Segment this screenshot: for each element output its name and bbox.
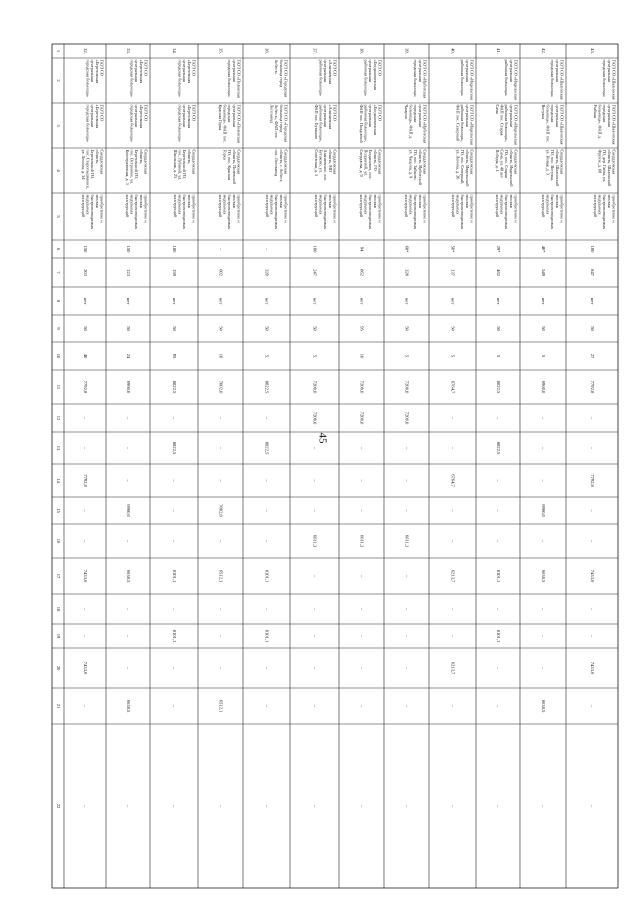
table-cell-c18: –	[264, 607, 270, 611]
table-cell-c8: нет	[171, 297, 177, 305]
table-cell-type: приобретение имонтажбыстровозводимыхмодульныхконструкций	[404, 194, 428, 229]
table-cell-c8: нет	[540, 297, 546, 305]
table-cell-c20: –	[540, 666, 546, 670]
table-cell-no: 35.	[218, 48, 224, 54]
table-cell-c12: –	[125, 416, 131, 420]
table-cell-c17: 8101,1	[171, 569, 177, 583]
column-header-6: 6	[55, 247, 61, 251]
table-cell-c17: 6638,5	[125, 569, 131, 583]
table-cell-c15: –	[82, 509, 88, 512]
table-cell-c16: –	[82, 539, 88, 543]
table-cell-type: приобретение имонтажбыстровозводимыхмодульныхконструкций	[125, 194, 149, 229]
column-header-21: 21	[55, 703, 61, 709]
table-cell-c11: 7200,0	[359, 380, 365, 394]
table-cell-c9: 50	[171, 326, 177, 331]
table-cell-c10: 95	[171, 353, 177, 359]
table-cell-c9: 50	[264, 326, 270, 331]
table-cell-c12: –	[171, 416, 177, 420]
table-cell-type: приобретение имонтажбыстровозводимыхмодульныхконструкций	[314, 194, 338, 229]
table-cell-c7: 203	[82, 269, 88, 276]
table-cell-c21: –	[495, 704, 501, 708]
table-cell-obj: ГАУЗ СО«Богдановичскаяцентральнаярайонная больница»,ФАП пос. Полдневой	[359, 104, 383, 143]
table-cell-c19: –	[589, 634, 595, 638]
table-cell-c21: 6638,5	[125, 699, 131, 713]
table-cell-c9: 50	[495, 326, 501, 331]
table-cell-c22: –	[82, 804, 88, 808]
table-cell-no: 34.	[171, 48, 177, 54]
table-cell-c7: 320	[264, 269, 270, 276]
table-cell-c11: 6960,0	[540, 380, 546, 394]
table-cell-c17: 7433,6	[589, 569, 595, 583]
column-header-20: 20	[55, 665, 61, 671]
table-cell-org: ГАУЗ СО«Богдановичскаяцентральнаярайонная больница»	[363, 59, 383, 96]
table-cell-type: приобретение имонтажбыстровозводимыхмодульныхконструкций	[593, 194, 617, 229]
table-cell-c19: –	[82, 634, 88, 638]
table-cell-c12: –	[82, 416, 88, 420]
column-header-12: 12	[55, 415, 61, 421]
table-cell-c6: 150	[82, 245, 88, 253]
column-header-15: 15	[55, 508, 61, 513]
table-cell-c14: 7792,8	[82, 474, 88, 487]
table-cell-addr: Свердловскаяобласть,Березовский ГО,пос. Островное, ул.Кооперативная, д. 3	[125, 149, 149, 185]
table-cell-c19: 8101,1	[171, 629, 177, 643]
table-cell-obj: ГАУЗ СО«Алапаевскаяцентральнаярайонная больница»,ФАП пос. Бутаково	[314, 104, 338, 142]
table-cell-c13: –	[312, 446, 318, 450]
table-cell-c6: 50*	[450, 245, 456, 253]
table-cell-c14: –	[264, 479, 270, 482]
table-cell-c21: –	[450, 704, 456, 708]
table-cell-c6: –	[264, 247, 270, 251]
table-cell-c16: –	[589, 539, 595, 543]
table-cell-c21: 6512,1	[218, 699, 224, 713]
table-cell-c12: –	[495, 416, 501, 420]
table-cell-c14: 6764,7	[450, 474, 456, 487]
table-cell-c12: –	[450, 416, 456, 420]
column-header-14: 14	[55, 478, 61, 483]
table-cell-c13: –	[359, 446, 365, 450]
table-cell-no: 39.	[404, 48, 410, 54]
table-cell-c8: нет	[264, 297, 270, 305]
table-cell-c18: –	[312, 607, 318, 611]
table-cell-c10: 5	[404, 354, 410, 358]
table-cell-c13: 8822,5	[171, 441, 177, 455]
table-cell-c10: 27	[589, 353, 595, 359]
table-cell-c12: 7200,0	[359, 411, 365, 425]
table-cell-type: приобретение имонтажбыстровозводимыхмодульныхконструкций	[218, 194, 242, 229]
table-cell-c21: –	[171, 704, 177, 708]
table-cell-org: ГАУЗ СО «Городскаябольница городАсбест»	[274, 59, 289, 98]
table-cell-c20: 7433,6	[82, 661, 88, 675]
table-cell-c20: –	[218, 666, 224, 670]
table-cell-c12: –	[264, 416, 270, 420]
table-cell-type: приобретение имонтажбыстровозводимыхмодульныхконструкций	[359, 194, 383, 229]
table-cell-c10: 10	[359, 353, 365, 359]
table-cell-c6: 100	[589, 245, 595, 253]
table-cell-c20: –	[312, 666, 318, 670]
table-cell-org: ГАУЗ СО «Ирбитскаяцентральнаягородская больница»	[413, 59, 428, 99]
table-cell-type: приобретение имонтажбыстровозводимыхмодульныхконструкций	[541, 194, 565, 229]
table-cell-c11: 6960,0	[125, 380, 131, 394]
table-cell-c14: –	[540, 479, 546, 482]
table-cell-c10: 40	[82, 353, 88, 359]
table-cell-c16: 6611,3	[404, 534, 410, 548]
table-cell-c13: –	[540, 446, 546, 450]
table-cell-c16: –	[171, 539, 177, 543]
table-cell-obj: ГАУЗ СО «Ивдельскаяцентральнаярайонная больница»,ФАП пос. СтараяСама	[495, 104, 519, 145]
table-cell-c10: 5	[540, 354, 546, 358]
table-cell-c12: –	[589, 416, 595, 420]
table-cell-c9: 50	[450, 326, 456, 331]
table-cell-c15: –	[359, 509, 365, 512]
table-cell-c7: 247	[312, 269, 318, 276]
table-cell-type: приобретение имонтажбыстровозводимыхмодульныхконструкций	[265, 194, 289, 229]
table-cell-c10: 5	[450, 354, 456, 358]
table-cell-c17: 7433,6	[82, 569, 88, 583]
table-cell-c18: –	[495, 607, 501, 611]
column-header-10: 10	[55, 353, 61, 359]
table-cell-c17: –	[359, 574, 365, 578]
table-cell-c10: 10	[218, 353, 224, 359]
table-cell-c8: нет	[125, 297, 131, 305]
table-cell-c18: –	[450, 607, 456, 611]
table-cell-c10: 5	[264, 354, 270, 358]
table-cell-c7: 328	[404, 269, 410, 276]
table-cell-c12: –	[540, 416, 546, 420]
table-cell-c7: 462	[495, 269, 501, 276]
table-cell-c15: –	[450, 509, 456, 512]
column-header-7: 7	[55, 271, 61, 274]
table-cell-c15: –	[171, 509, 177, 512]
table-cell-no: 33.	[125, 48, 131, 54]
column-header-16: 16	[55, 538, 61, 544]
table-cell-c11: 7792,8	[82, 380, 88, 394]
table-cell-c10: 5	[495, 354, 501, 358]
table-cell-c15: –	[264, 509, 270, 512]
table-cell-c16: –	[264, 539, 270, 543]
table-cell-c19: 8101,1	[264, 629, 270, 643]
table-cell-obj: ГАУЗ СО «Ирбитскаяцентральнаягородскаябольница», ФАП д.Чащина	[404, 104, 428, 144]
table-cell-c14: –	[495, 479, 501, 482]
table-cell-c13: –	[125, 446, 131, 450]
table-cell-c14: –	[125, 479, 131, 482]
table-cell-c20: –	[125, 666, 131, 670]
table-cell-c18: –	[540, 607, 546, 611]
table-cell-c13: –	[404, 446, 410, 450]
table-cell-c8: нет	[218, 297, 224, 305]
table-cell-org: ГАУЗ СО«Алапаевскаяцентральнаярайонная больница»	[318, 59, 338, 96]
table-cell-c19: –	[359, 634, 365, 638]
table-cell-c8: нет	[359, 297, 365, 305]
table-cell-c13: 8822,5	[495, 441, 501, 455]
table-cell-c11: 7200,0	[404, 380, 410, 394]
table-cell-c7: 847	[589, 269, 595, 276]
table-cell-c19: –	[312, 634, 318, 638]
column-header-9: 9	[55, 327, 61, 330]
table-cell-addr: Свердловскаяобласть,Березовский ГО,пос. Старопышминск,ул. Ленина, д. 34	[81, 149, 105, 189]
table-cell-c22: –	[540, 804, 546, 808]
table-cell-obj: ГАУЗ СО «Городскаябольница городАсбест», ФАП пос.Лесозавод	[269, 104, 289, 143]
table-cell-c8: нет	[404, 297, 410, 305]
table-cell-c20: –	[264, 666, 270, 670]
table-cell-c11: 6764,7	[450, 380, 456, 394]
table-cell-c9: 50	[540, 326, 546, 331]
column-header-13: 13	[55, 445, 61, 451]
table-cell-addr: Свердловскаяобласть,Березовский ГО,пос. Лубяной, ул.Школьная, д. 23	[173, 149, 197, 181]
table-cell-c14: –	[312, 479, 318, 482]
table-cell-org: ГАУЗ СО«Березовскаяцентральнаягородская больница»	[177, 59, 197, 97]
table-cell-c17: 8101,1	[495, 569, 501, 583]
table-cell-obj: ГАУЗ СО «Полевскаяцентральнаягородскаябольница», ФАП пос.Красная Горка	[218, 104, 242, 143]
table-cell-c8: нет	[82, 297, 88, 305]
table-cell-c21: –	[264, 704, 270, 708]
table-cell-type: приобретение имонтажбыстровозводимыхмодульныхконструкций	[173, 194, 197, 229]
table-cell-c19: –	[540, 634, 546, 638]
table-cell-c18: –	[359, 607, 365, 611]
table-cell-org: ГАУЗ СО «Шалинскаяцентральнаягородская больница»	[602, 59, 617, 100]
table-cell-c18: –	[82, 607, 88, 611]
table-cell-c13: –	[82, 446, 88, 450]
table-cell-c9: 50	[589, 326, 595, 331]
table-cell-addr: Свердловскаяобласть, МОАлапаевское, пос.Бутаково, ул.Советская, д. 5	[314, 149, 338, 182]
table-cell-c19: –	[218, 634, 224, 638]
column-header-11: 11	[55, 384, 61, 390]
table-cell-c11: 8822,5	[264, 380, 270, 394]
table-cell-no: 38.	[359, 48, 365, 54]
column-header-2: 2	[55, 79, 61, 82]
table-cell-addr: Свердловскаяобласть, ИвдельскийГО, пос. Северный,ул. Ленина, д. 26	[455, 149, 475, 187]
table-cell-no: 37.	[312, 48, 318, 54]
table-cell-c6: 68*	[404, 245, 410, 253]
table-cell-c19: –	[125, 634, 131, 638]
table-cell-c15: –	[404, 509, 410, 512]
table-cell-c19: –	[404, 634, 410, 638]
column-header-17: 17	[55, 573, 61, 579]
table-cell-obj: ГАУЗ СО «Шалинскаяцентральнаягородскаябольница», ФАП пос.Вогулка	[541, 104, 565, 145]
table-cell-c20: 6213,7	[450, 661, 456, 675]
table-cell-addr: Свердловскаяобласть, ИрбитскийГО, пос. Зайково,ул. Чащина, д. 9	[408, 149, 428, 186]
table-cell-org: ГАУЗ СО «Шалинскаяцентральнаягородская больница»	[550, 59, 565, 100]
table-cell-c14: –	[218, 479, 224, 482]
column-header-5: 5	[55, 215, 61, 218]
table-cell-c15: –	[495, 509, 501, 512]
table-cell-org: ГАУЗ СО «Ивдельскаяцентральнаярайонная больница»	[504, 59, 519, 100]
table-cell-c21: –	[404, 704, 410, 708]
column-header-22: 22	[55, 803, 61, 809]
table-cell-c6: –	[218, 247, 224, 251]
table-cell-c6: 29*	[495, 245, 501, 253]
table-cell-obj: ГАУЗ СО«Березовскаяцентральнаягородская больница»	[129, 104, 149, 142]
table-cell-c14: –	[171, 479, 177, 482]
table-cell-addr: Свердловскаяобласть, г. Асбест,пос. Лесозавод	[274, 149, 289, 182]
table-cell-no: 32.	[82, 48, 88, 54]
table-cell-c14: –	[359, 479, 365, 482]
table-cell-c11: 8822,5	[495, 380, 501, 394]
table-cell-c8: нет	[450, 297, 456, 305]
table-cell-c9: 50	[312, 326, 318, 331]
table-cell-type: приобретение имонтажбыстровозводимыхмодульныхконструкций	[451, 194, 475, 229]
table-cell-c20: –	[404, 666, 410, 670]
table-cell-c6: 150	[125, 245, 131, 253]
column-header-18: 18	[55, 606, 61, 612]
table-cell-c13: 8822,5	[264, 441, 270, 455]
table-cell-c7: 123	[125, 269, 131, 276]
page-number: 45	[316, 432, 329, 444]
table-cell-c12: –	[218, 416, 224, 420]
table-cell-c22: –	[450, 804, 456, 808]
table-cell-c16: –	[125, 539, 131, 543]
table-cell-c20: –	[495, 666, 501, 670]
table-cell-c21: –	[359, 704, 365, 708]
table-cell-addr: Свердловскаяобласть, ИвдельскийГО, пос. СтараяСама, ул. 40 летПобеды, д. 1	[495, 149, 519, 187]
table-cell-c18: –	[404, 607, 410, 611]
table-cell-c16: –	[495, 539, 501, 543]
table-cell-c16: –	[450, 539, 456, 543]
table-cell-c17: –	[404, 574, 410, 578]
table-cell-c9: 50	[218, 326, 224, 331]
table-cell-obj: ГАУЗ СО «Шалинскаяцентральнаягородскаябольница», ФАП д.Рыбная	[593, 104, 617, 145]
table-cell-c16: 6611,3	[359, 534, 365, 548]
table-cell-c9: 50	[82, 326, 88, 331]
table-cell-c14: –	[404, 479, 410, 482]
column-header-1: 1	[55, 49, 61, 53]
table-cell-type: приобретение имонтажбыстровозводимыхмодульныхконструкций	[81, 194, 105, 229]
table-cell-c7: 159	[171, 269, 177, 276]
table-cell-org: ГАУЗ СО«Березовскаяцентральнаягородская больница»	[85, 59, 105, 97]
table-cell-no: 41.	[495, 48, 501, 54]
table-cell-no: 36.	[264, 48, 270, 54]
table-cell-c9: 50	[404, 326, 410, 331]
table-cell-c22: –	[218, 804, 224, 808]
table-cell-c18: –	[125, 607, 131, 611]
table-cell-c13: –	[450, 446, 456, 450]
table-cell-c15: 6960,0	[125, 504, 131, 517]
table-cell-c6: 180	[171, 245, 177, 253]
table-cell-c7: 137	[450, 269, 456, 276]
table-cell-c10: 24	[125, 353, 131, 359]
table-cell-c16: –	[218, 539, 224, 543]
table-cell-c22: –	[495, 804, 501, 808]
table-cell-c17: –	[312, 574, 318, 578]
table-cell-c11: 7200,0	[312, 380, 318, 394]
table-cell-c17: 8101,1	[264, 569, 270, 583]
table-cell-obj: ГАУЗ СО«Березовскаяцентральнаягородская больница»	[177, 104, 197, 142]
table-cell-no: 43.	[589, 48, 595, 54]
table-cell-c15: 7002,0	[218, 504, 224, 517]
column-header-8: 8	[55, 299, 61, 303]
table-cell-org: ГАУЗ СО «Полевскаяцентральнаягородская больница»	[227, 59, 242, 98]
table-cell-c15: –	[589, 509, 595, 512]
table-cell-c22: –	[264, 804, 270, 808]
table-cell-c22: –	[171, 804, 177, 808]
table-cell-c8: нет	[495, 297, 501, 305]
table-cell-c21: –	[312, 704, 318, 708]
table-cell-c16: –	[540, 539, 546, 543]
table-cell-c12: 7200,0	[312, 411, 318, 425]
table-cell-c9: 95	[359, 326, 365, 331]
table-cell-c21: 6638,5	[540, 699, 546, 713]
table-cell-c17: 6213,7	[450, 569, 456, 583]
table-cell-type: приобретение имонтажбыстровозводимыхмодульныхконструкций	[495, 194, 519, 229]
table-cell-c20: –	[171, 666, 177, 670]
table-cell-c8: нет	[589, 297, 595, 305]
table-cell-c7: 602	[218, 269, 224, 276]
table-cell-c17: 6638,5	[540, 569, 546, 583]
table-cell-c9: 50	[125, 326, 131, 331]
table-cell-c11: 7002,0	[218, 380, 224, 394]
table-cell-c20: –	[359, 666, 365, 670]
table-cell-c22: –	[312, 804, 318, 808]
table-cell-c19: 8101,1	[495, 629, 501, 643]
table-cell-obj: ГАУЗ СО «Ивдельскаяцентральнаярайонная больница»,ФАП пос. Северный	[455, 104, 475, 145]
table-cell-c12: 7200,0	[404, 411, 410, 425]
table-cell-c18: –	[218, 607, 224, 611]
table-cell-c18: –	[589, 607, 595, 611]
table-cell-c10: 5	[312, 354, 318, 358]
table-cell-c6: 40*	[540, 245, 546, 253]
table-cell-c7: 549	[540, 269, 546, 276]
table-cell-c22: –	[359, 804, 365, 808]
table-cell-c18: –	[171, 607, 177, 611]
table-cell-c21: –	[589, 704, 595, 708]
table-cell-c11: 8822,5	[171, 380, 177, 394]
column-header-4: 4	[55, 169, 61, 172]
table-cell-c21: –	[82, 704, 88, 708]
table-cell-addr: Свердловскаяобласть, ГОБогданович, пос.Полдневой, ул.Свердлова, д. 9	[359, 149, 383, 180]
table-cell-c13: –	[218, 446, 224, 450]
table-cell-c15: 6960,0	[540, 504, 546, 517]
table-cell-c8: нет	[312, 297, 318, 305]
table-cell-c22: –	[589, 804, 595, 808]
table-cell-no: 40.	[450, 48, 456, 54]
table-cell-c19: –	[450, 634, 456, 638]
table-cell-c7: 862	[359, 269, 365, 276]
table-cell-c14: 7792,8	[589, 474, 595, 487]
table-cell-c22: –	[404, 804, 410, 808]
table-cell-c17: 6512,1	[218, 569, 224, 583]
table-cell-org: ГАУЗ СО«Березовскаяцентральнаягородская больница»	[129, 59, 149, 97]
table-cell-c6: 100	[312, 245, 318, 253]
table-cell-c16: 6611,3	[312, 534, 318, 548]
table-cell-addr: Свердловскаяобласть, ШалинскийГО, пос. Вогулка,ул. Новая, д. 3	[545, 149, 565, 187]
table-cell-org: ГАУЗ СО «Ивдельскаяцентральнаярайонная больница»	[460, 59, 475, 100]
table-cell-c20: 7433,6	[589, 661, 595, 675]
column-header-3: 3	[55, 124, 61, 127]
column-header-19: 19	[55, 633, 61, 639]
table-cell-c22: –	[125, 804, 131, 808]
table-cell-c13: –	[589, 446, 595, 450]
table-cell-addr: Свердловскаяобласть, ПолевскойГО, пос. КраснаяГорка	[222, 149, 242, 185]
table-cell-c15: –	[312, 509, 318, 512]
table-cell-c6: 94	[359, 246, 365, 252]
table-cell-obj: ГАУЗ СО«Березовскаяцентральнаягородская больница»	[85, 104, 105, 142]
table-cell-addr: Свердловскаяобласть, ШалинскийГО, дер. Гаёва, ул.Фрунзе, д. 68	[597, 149, 617, 187]
table-cell-no: 42.	[540, 48, 546, 54]
table-cell-c11: 7792,8	[589, 380, 595, 394]
